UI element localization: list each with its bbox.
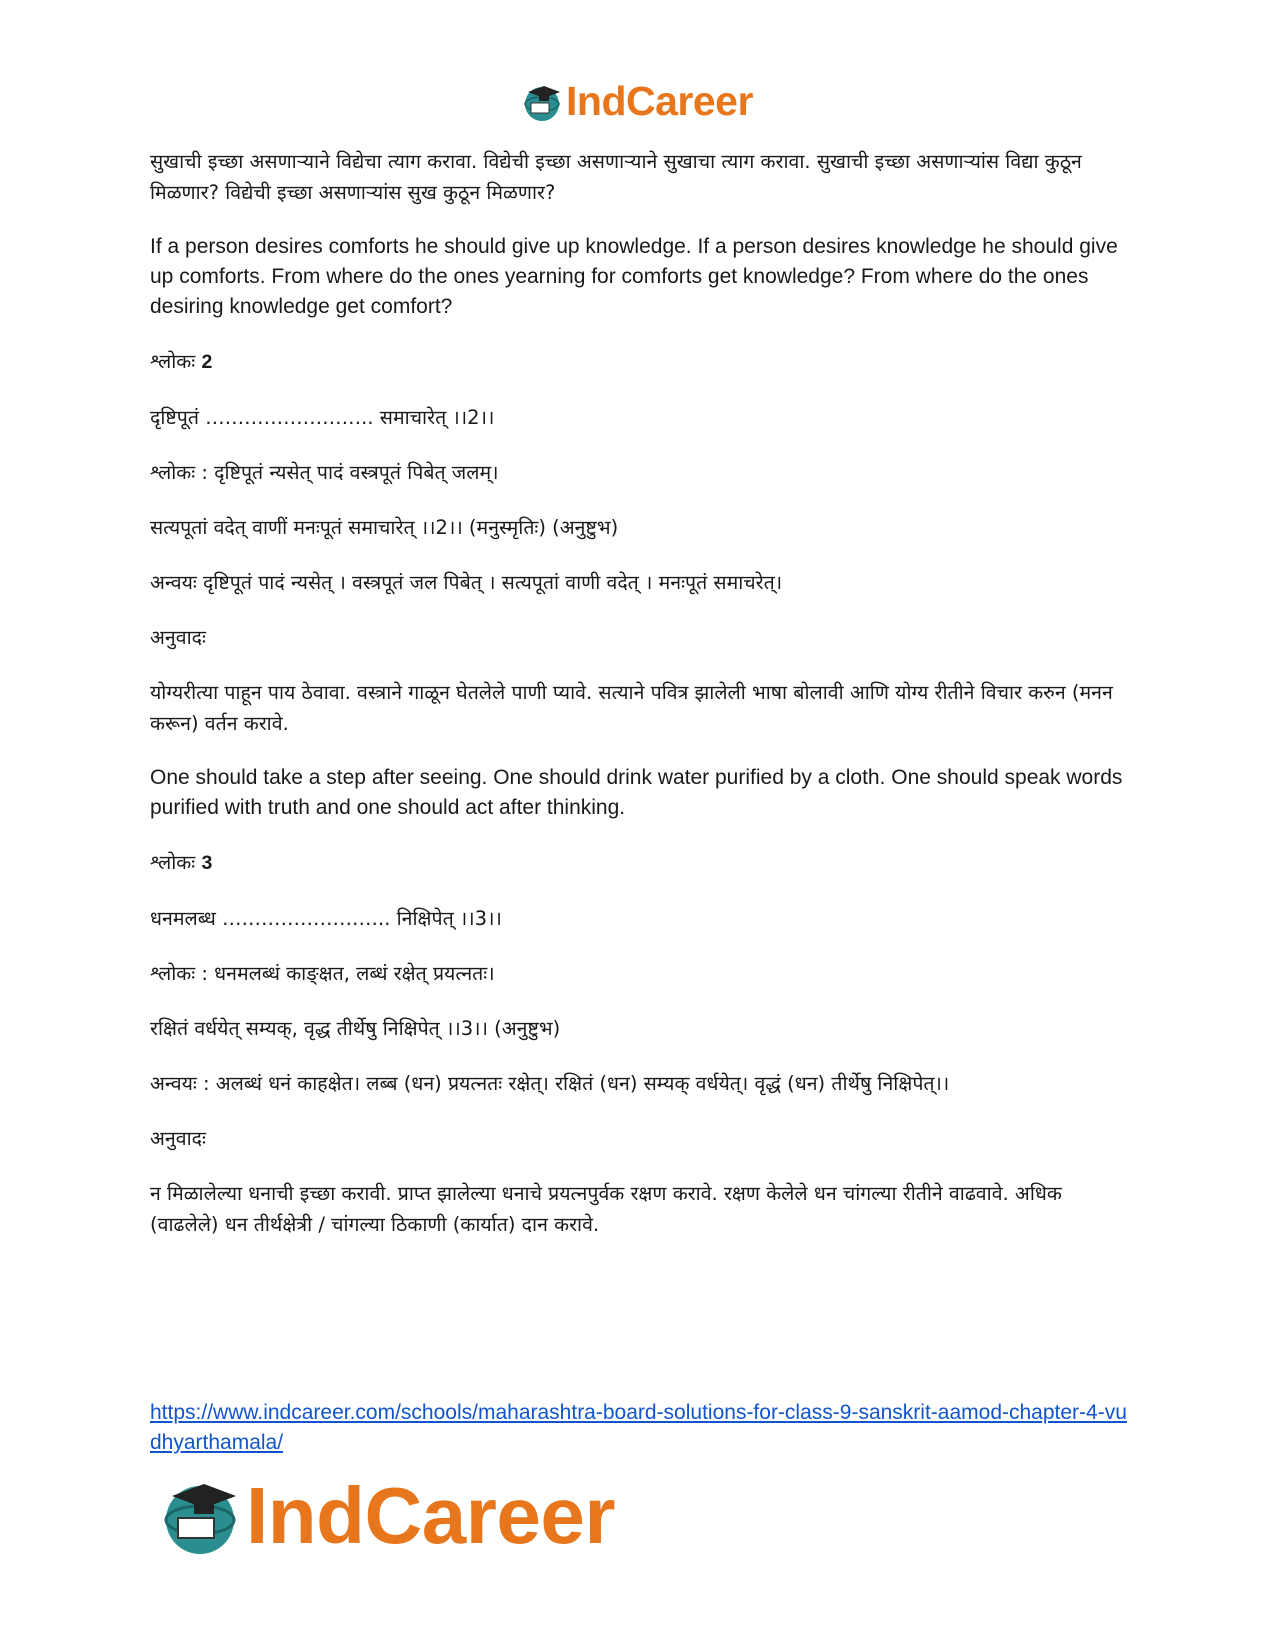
logo-text: IndCareer bbox=[246, 1471, 615, 1560]
graduation-globe-icon bbox=[160, 1476, 240, 1556]
shloka-label: श्लोकः bbox=[150, 851, 196, 874]
english-paragraph: If a person desires comforts he should give up knowledge. If a person desires knowledge he should give up comforts. From where do the ones yearning for comforts get knowledge? From where do the ones desiring knowledge get comfort? bbox=[150, 235, 1118, 318]
english-translation: One should take a step after seeing. One should drink water purified by a cloth. One should speak words purified with truth and one should act after thinking. bbox=[150, 766, 1123, 819]
logo-text: IndCareer bbox=[566, 78, 753, 124]
footer-logo bbox=[160, 1470, 615, 1562]
marathi-translation: न मिळालेल्या धनाची इच्छा करावी. प्राप्त झालेल्या धनाचे प्रयत्नपुर्वक रक्षण करावे. रक्षण केलेले धन चांगल्या रीतीने वाढवावे. अधिक (वाढलेले) धन तीर्थक्षेत्री / चांगल्या ठिकाणी (कार्यात) दान करावे. bbox=[150, 1182, 1062, 1236]
shloka-short: धनमलब्ध …………………….. निक्षिपेत् ।।3।। bbox=[150, 907, 502, 930]
shloka-label: श्लोकः bbox=[150, 350, 196, 373]
source-url-link[interactable]: https://www.indcareer.com/schools/maharashtra-board-solutions-for-class-9-sanskrit-aamod-chapter-4-vudhyarthamala/ bbox=[150, 1401, 1127, 1454]
shloka-line: रक्षितं वर्धयेत् सम्यक्, वृद्ध तीर्थेषु निक्षिपेत् ।।3।। (अनुष्टुभ) bbox=[150, 1017, 561, 1040]
anuvad-label: अनुवादः bbox=[150, 626, 206, 649]
anvaya: अन्वयः : अलब्धं धनं काहक्षेत। लब्ब (धन) प्रयत्नतः रक्षेत्। रक्षितं (धन) सम्यक् वर्धयेत्। वृद्धं (धन) तीर्थेषु निक्षिपेत्।। bbox=[150, 1072, 950, 1095]
document-body bbox=[150, 146, 1130, 1264]
shloka-short: दृष्टिपूतं …………………….. समाचारेत् ।।2।। bbox=[150, 406, 495, 429]
shloka-number: 3 bbox=[201, 852, 213, 874]
shloka-heading bbox=[150, 346, 1130, 378]
anvaya: अन्वयः दृष्टिपूतं पादं न्यसेत् । वस्त्रपूतं जल पिबेत् । सत्यपूतां वाणी वदेत् । मनःपूतं समाचरेत्। bbox=[150, 571, 783, 594]
shloka-heading bbox=[150, 847, 1130, 879]
shloka-line: सत्यपूतां वदेत् वाणीं मनःपूतं समाचारेत् ।।2।। (मनुस्मृतिः) (अनुष्टुभ) bbox=[150, 516, 619, 539]
marathi-translation: योग्यरीत्या पाहून पाय ठेवावा. वस्त्राने गाळून घेतलेले पाणी प्यावे. सत्याने पवित्र झालेली भाषा बोलावी आणि योग्य रीतीने विचार करुन (मनन करून) वर्तन करावे. bbox=[150, 681, 1113, 735]
anuvad-label: अनुवादः bbox=[150, 1127, 206, 1150]
marathi-paragraph: सुखाची इच्छा असणाऱ्याने विद्येचा त्याग करावा. विद्येची इच्छा असणाऱ्याने सुखाचा त्याग करावा. सुखाची इच्छा असणाऱ्यांस विद्या कुठून मिळणार? विद्येची इच्छा असणाऱ्यांस सुख कुठून मिळणार? bbox=[150, 150, 1082, 204]
graduation-globe-icon bbox=[522, 82, 562, 122]
header-logo bbox=[0, 78, 1275, 125]
shloka-number: 2 bbox=[201, 351, 213, 373]
shloka-line: श्लोकः : दृष्टिपूतं न्यसेत् पादं वस्त्रपूतं पिबेत् जलम्। bbox=[150, 461, 499, 484]
shloka-line: श्लोकः : धनमलब्धं काङ्क्षत, लब्धं रक्षेत् प्रयत्नतः। bbox=[150, 962, 495, 985]
